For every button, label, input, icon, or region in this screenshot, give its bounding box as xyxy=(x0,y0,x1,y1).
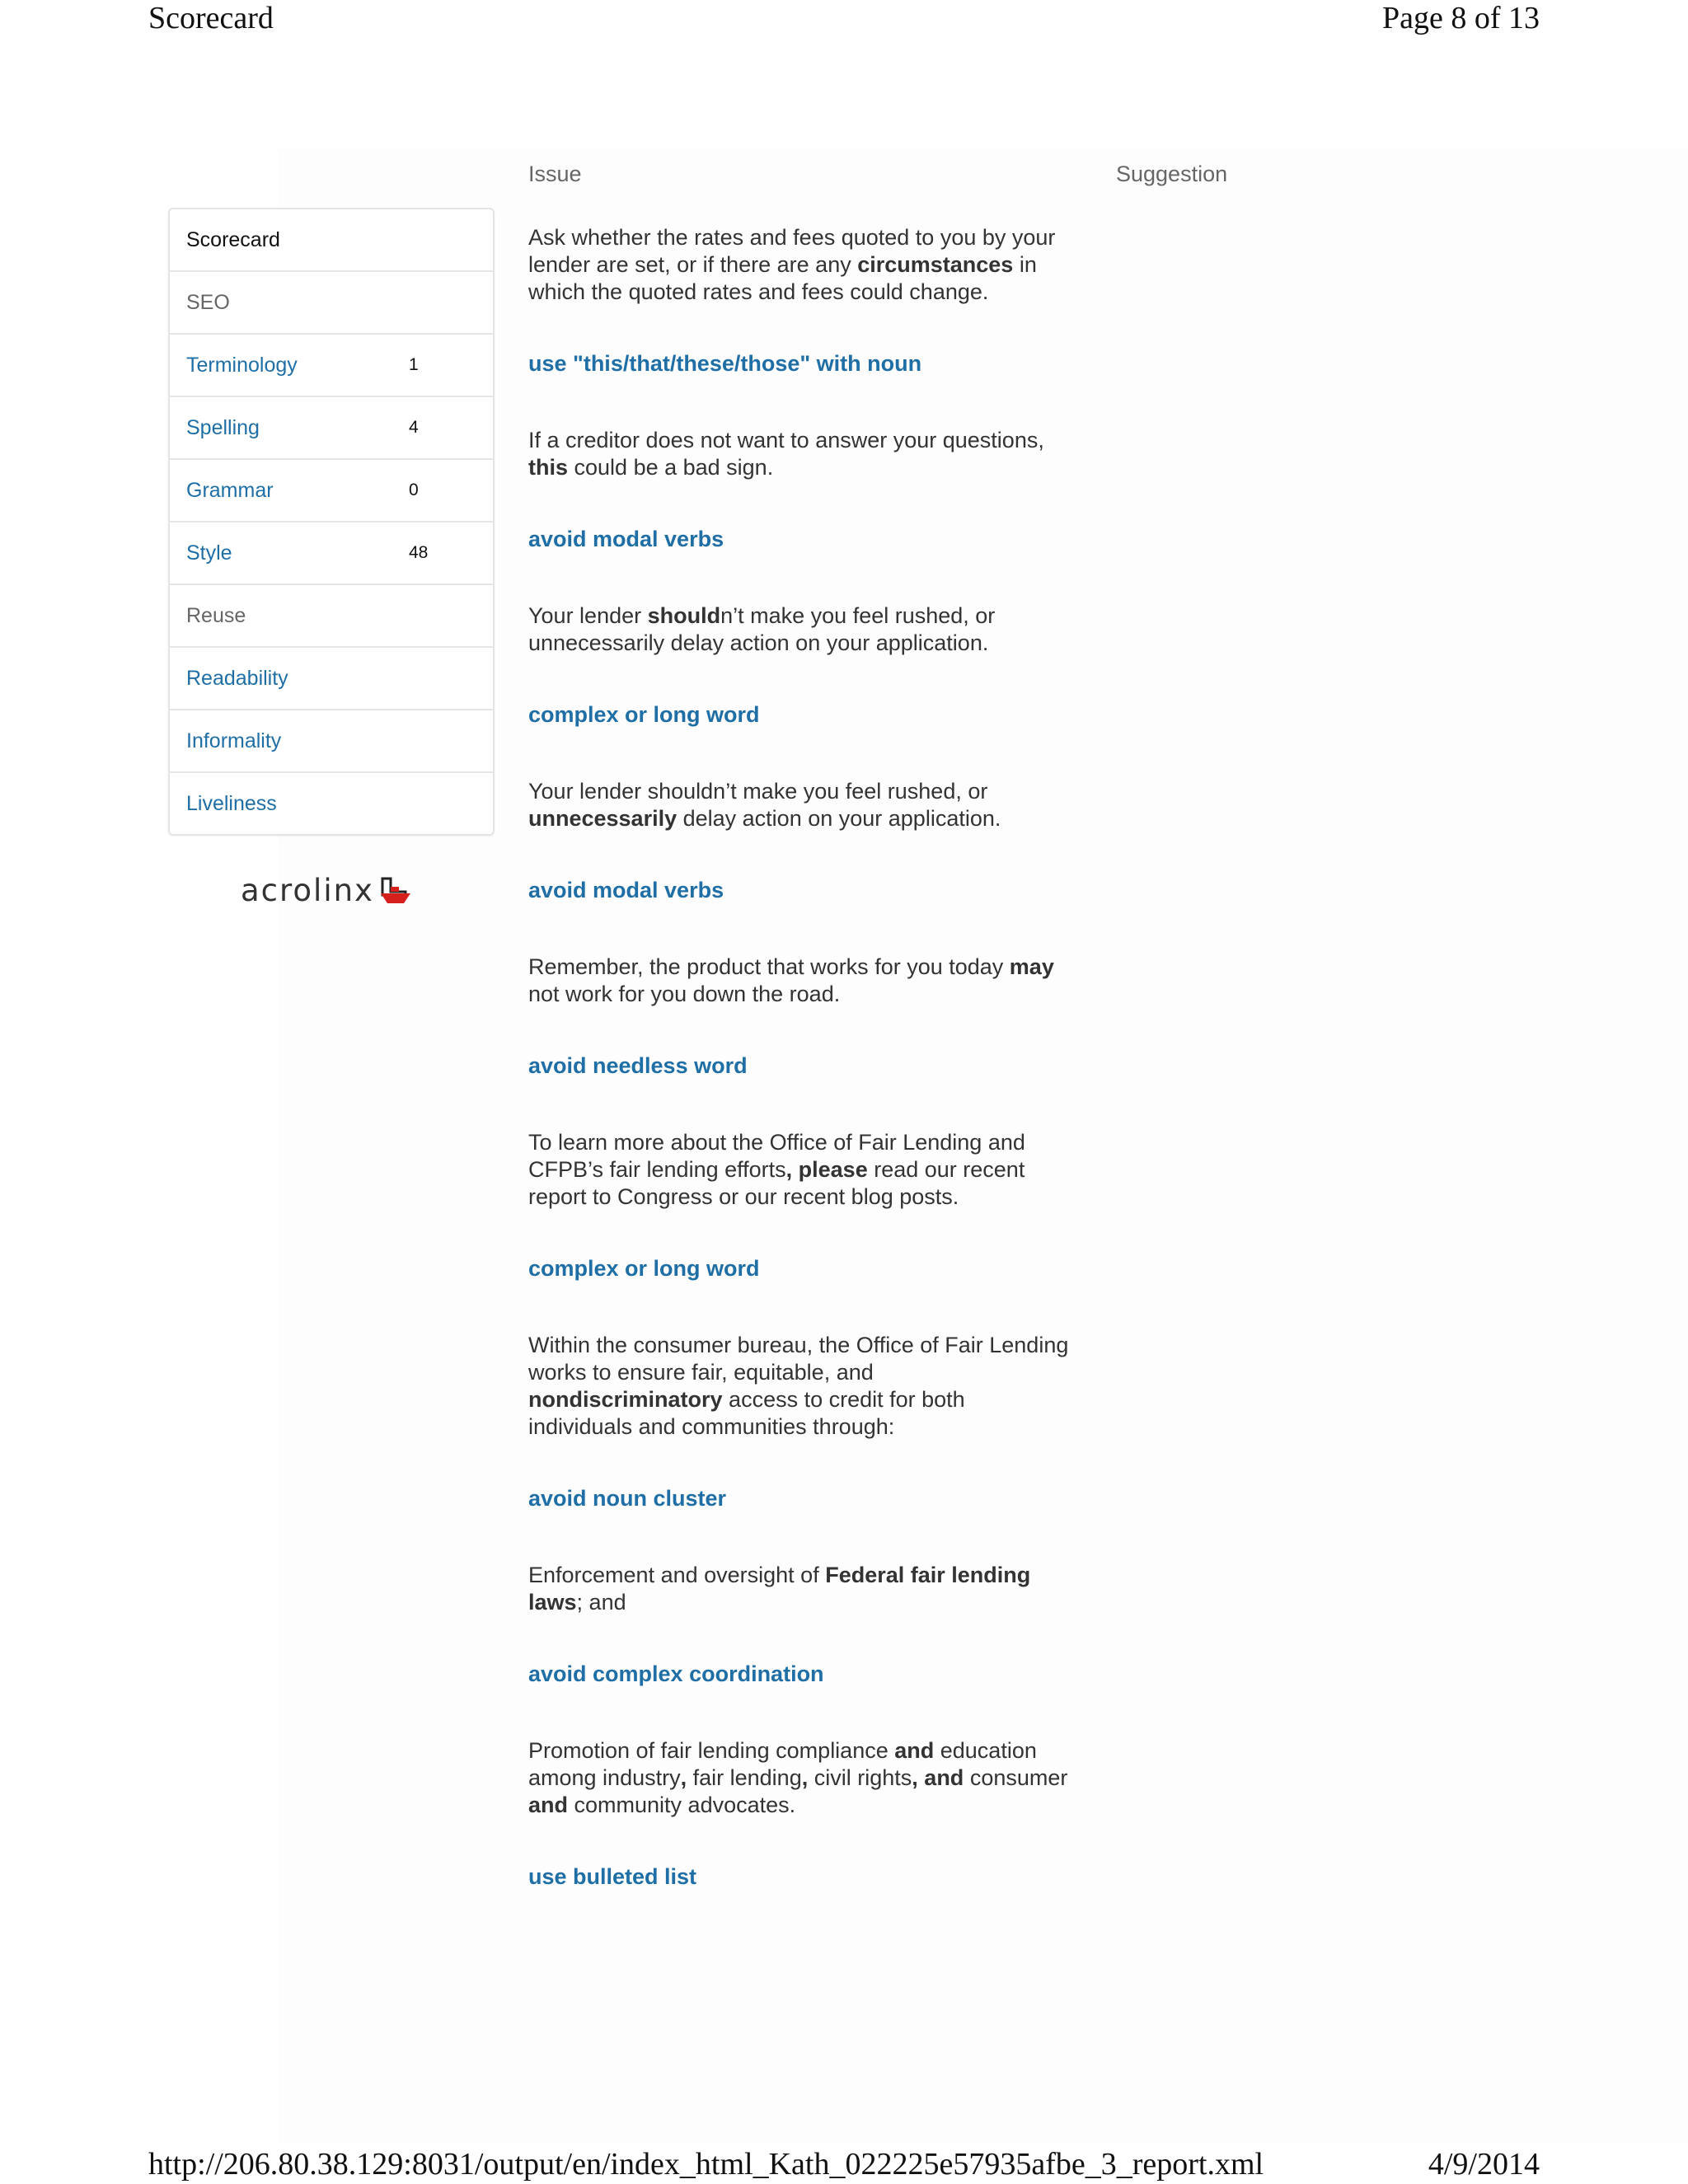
guideline-link[interactable]: avoid modal verbs xyxy=(528,527,724,551)
sidebar-item-informality[interactable] xyxy=(170,710,493,773)
flagged-term: unnecessarily xyxy=(528,806,678,831)
sidebar-item-label: Scorecard xyxy=(186,227,280,251)
sidebar-item-label: SEO xyxy=(186,290,230,314)
issue-text-segment: consumer xyxy=(964,1765,1068,1790)
sidebar-item-style[interactable] xyxy=(170,523,493,585)
issue-text-segment: Promotion of fair lending compliance xyxy=(528,1738,895,1763)
guideline-link[interactable]: complex or long word xyxy=(528,702,760,727)
sidebar-item-label: Style xyxy=(186,541,232,565)
issue-text-segment: delay action on your application. xyxy=(677,806,1001,831)
issue-text-segment: access to credit for both individuals and communities through: xyxy=(528,1387,965,1439)
issue-text-segment: Your lender shouldn’t make you feel rushed, or xyxy=(528,779,988,804)
guideline-link[interactable]: avoid noun cluster xyxy=(528,1486,727,1511)
issue-text-segment: not work for you down the road. xyxy=(528,982,841,1006)
issue-text-segment: community advocates. xyxy=(568,1793,796,1817)
issue-text xyxy=(528,778,1072,832)
flagged-term: should xyxy=(647,603,721,628)
issue-text xyxy=(528,1737,1072,1819)
issue-text xyxy=(528,954,1072,1008)
sidebar-item-label: Reuse xyxy=(186,603,246,627)
sidebar-item-label: Readability xyxy=(186,666,288,690)
issue-text-segment: education among industry xyxy=(528,1738,1037,1790)
issue-text-segment: Ask whether the rates and fees quoted to you by your lender are set, or if there are any xyxy=(528,225,1056,277)
page-footer-url: http://206.80.38.129:8031/output/en/index_html_Kath_022225e57935afbe_3_report.xml xyxy=(148,2147,1264,2182)
flagged-term: and xyxy=(894,1738,935,1763)
logo-text: acrolinx xyxy=(241,872,374,908)
sidebar-item-count: 48 xyxy=(409,543,429,562)
sidebar-item-label: Liveliness xyxy=(186,791,277,815)
flagged-term: nondiscriminatory xyxy=(528,1387,723,1412)
issue-text-segment: fair lending xyxy=(687,1765,802,1790)
sidebar-item-count: 1 xyxy=(409,355,419,374)
sidebar-item-label: Grammar xyxy=(186,478,274,502)
issue-list xyxy=(528,224,1072,1940)
scorecard-sidebar xyxy=(168,208,495,836)
page-indicator: Page 8 of 13 xyxy=(1381,1,1540,35)
issue-text-segment: in which the quoted rates and fees could change. xyxy=(528,252,1037,304)
acrolinx-logo-icon xyxy=(377,875,414,905)
issue-text-segment: civil rights xyxy=(808,1765,912,1790)
issue-text-segment: n’t make you feel rushed, or unnecessarily delay action on your application. xyxy=(528,603,996,655)
sidebar-item-readability[interactable] xyxy=(170,648,493,710)
flagged-term: , please xyxy=(785,1157,868,1182)
sidebar-item-scorecard[interactable] xyxy=(170,209,493,272)
issue-text-segment: Enforcement and oversight of xyxy=(528,1563,826,1587)
flagged-term: this xyxy=(528,455,569,480)
sidebar-item-label: Spelling xyxy=(186,415,260,439)
sidebar-item-label: Informality xyxy=(186,729,282,752)
issue-text-segment: could be a bad sign. xyxy=(568,455,774,480)
issue-column-header: Issue xyxy=(528,162,582,186)
flagged-term: Federal fair lending laws xyxy=(528,1563,1031,1615)
flagged-term: may xyxy=(1009,954,1054,979)
guideline-link[interactable]: avoid complex coordination xyxy=(528,1661,824,1686)
flagged-term: , xyxy=(801,1765,809,1790)
guideline-link[interactable]: avoid modal verbs xyxy=(528,878,724,902)
sidebar-item-liveliness[interactable] xyxy=(170,773,493,834)
issue-text-segment: ; and xyxy=(576,1590,626,1615)
sidebar-item-reuse xyxy=(170,585,493,648)
issue-text xyxy=(528,224,1072,306)
issue-text-segment: Your lender xyxy=(528,603,648,628)
guideline-link[interactable]: complex or long word xyxy=(528,1256,760,1281)
flagged-term: , xyxy=(912,1765,918,1790)
flagged-term: and xyxy=(924,1765,964,1790)
issue-text-segment: Remember, the product that works for you today xyxy=(528,954,1010,979)
guideline-link[interactable]: avoid needless word xyxy=(528,1053,748,1078)
issue-text xyxy=(528,1562,1072,1616)
issue-text-segment: read our recent report to Congress or our recent blog posts. xyxy=(528,1157,1025,1209)
sidebar-item-count: 0 xyxy=(409,480,419,499)
issue-text xyxy=(528,1332,1072,1441)
issue-text-segment: If a creditor does not want to answer your questions, xyxy=(528,428,1044,452)
sidebar-item-label: Terminology xyxy=(186,353,298,377)
sidebar-item-seo xyxy=(170,272,493,335)
sidebar-item-grammar[interactable] xyxy=(170,460,493,523)
acrolinx-logo xyxy=(241,872,414,908)
page-footer-date: 4/9/2014 xyxy=(1428,2147,1540,2182)
issue-text-segment: Within the consumer bureau, the Office of Fair Lending works to ensure fair, equitable, and xyxy=(528,1333,1069,1385)
flagged-term: circumstances xyxy=(857,252,1014,277)
page-header-title: Scorecard xyxy=(148,1,274,35)
issue-text-segment: To learn more about the Office of Fair Lending and CFPB’s fair lending efforts xyxy=(528,1130,1025,1182)
issue-text xyxy=(528,1129,1072,1211)
sidebar-item-spelling[interactable] xyxy=(170,397,493,460)
sidebar-item-count: 4 xyxy=(409,418,419,437)
issue-text xyxy=(528,602,1072,657)
flagged-term: and xyxy=(528,1793,569,1817)
suggestion-column-header: Suggestion xyxy=(1116,162,1228,186)
issue-text xyxy=(528,427,1072,481)
sidebar-item-terminology[interactable] xyxy=(170,335,493,397)
guideline-link[interactable]: use bulleted list xyxy=(528,1864,697,1889)
flagged-term: , xyxy=(680,1765,687,1790)
guideline-link[interactable]: use "this/that/these/those" with noun xyxy=(528,351,922,376)
